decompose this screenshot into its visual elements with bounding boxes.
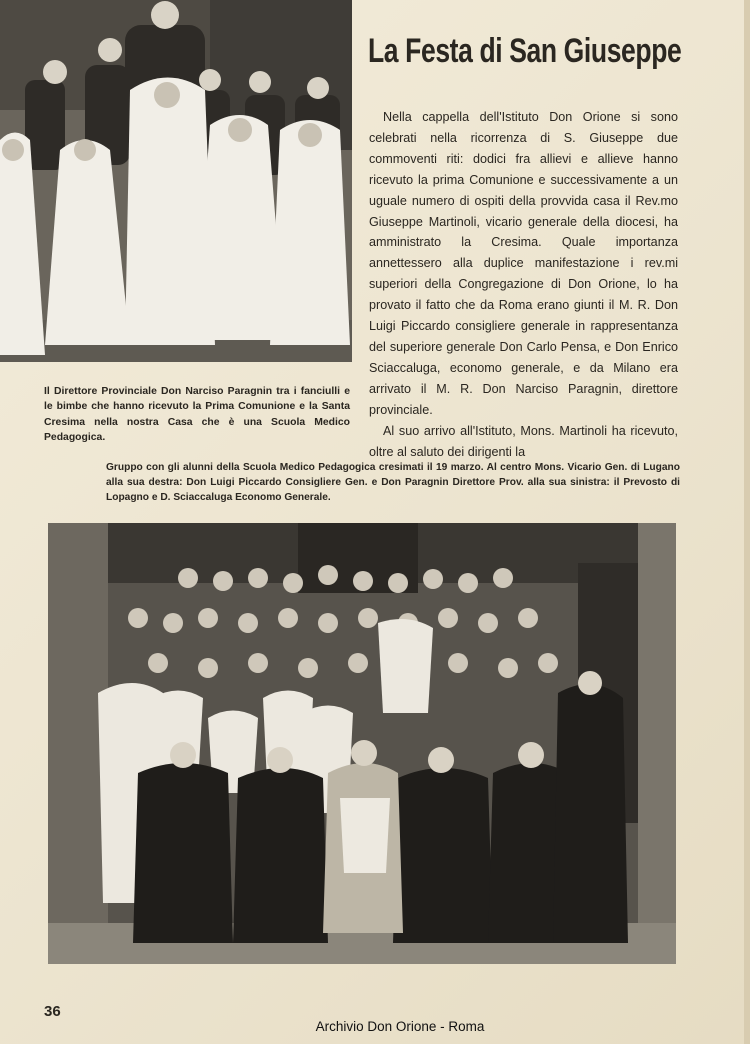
- page-number: 36: [44, 1003, 61, 1020]
- article-body: [369, 107, 678, 462]
- article-paragraph: Al suo arrivo all'Istituto, Mons. Martinoli ha ricevuto, oltre al saluto dei dirigenti la: [369, 423, 678, 459]
- page-title: La Festa di San Giuseppe: [368, 32, 682, 70]
- group-photo-caption: Gruppo con gli alunni della Scuola Medico Pedagogica cresimati il 19 marzo. Al centro Mons. Vicario Gen. di Lugano alla sua destra: Don Luigi Piccardo Consigliere Gen. e Don Paragnin Direttore Prov. alla sua sinistra: il Prevosto di Lopagno e D. Sciaccaluga Economo Generale.: [106, 462, 680, 504]
- group-photo: [48, 523, 676, 964]
- archive-watermark-label: Archivio Don Orione - Roma: [315, 1019, 485, 1034]
- top-photo-caption: Il Direttore Provinciale Don Narciso Paragnin tra i fanciulli e le bimbe che hanno ricevuto la Prima Comunione e la Santa Cresima nella nostra Casa che è una Scuola Medico Pedagogica.: [44, 386, 350, 443]
- page-edge: [744, 0, 750, 1044]
- article-paragraph: Nella cappella dell'Istituto Don Orione si sono celebrati nella ricorrenza di S. Giuseppe due commoventi riti: dodici fra allievi e allieve hanno ricevuto la prima Comunione e successivamente a un uguale numero di ospiti della provvida casa il Rev.mo Giuseppe Martinoli, vicario generale della diocesi, ha amministrato la Cresima. Quale importanza annettessero alla duplice manifestazione i rev.mi superiori della Congregazione di Don Orione, lo ha provato il fatto che da Roma erano giunti il M. R. Don Luigi Piccardo consigliere generale in rappresentanza del superiore generale Don Carlo Pensa, e Don Enrico Sciaccaluga, economo generale, e da Milano era arrivato il M. R. Don Narciso Paragnin, direttore provinciale.: [369, 110, 678, 417]
- first-communion-photo: [0, 0, 352, 362]
